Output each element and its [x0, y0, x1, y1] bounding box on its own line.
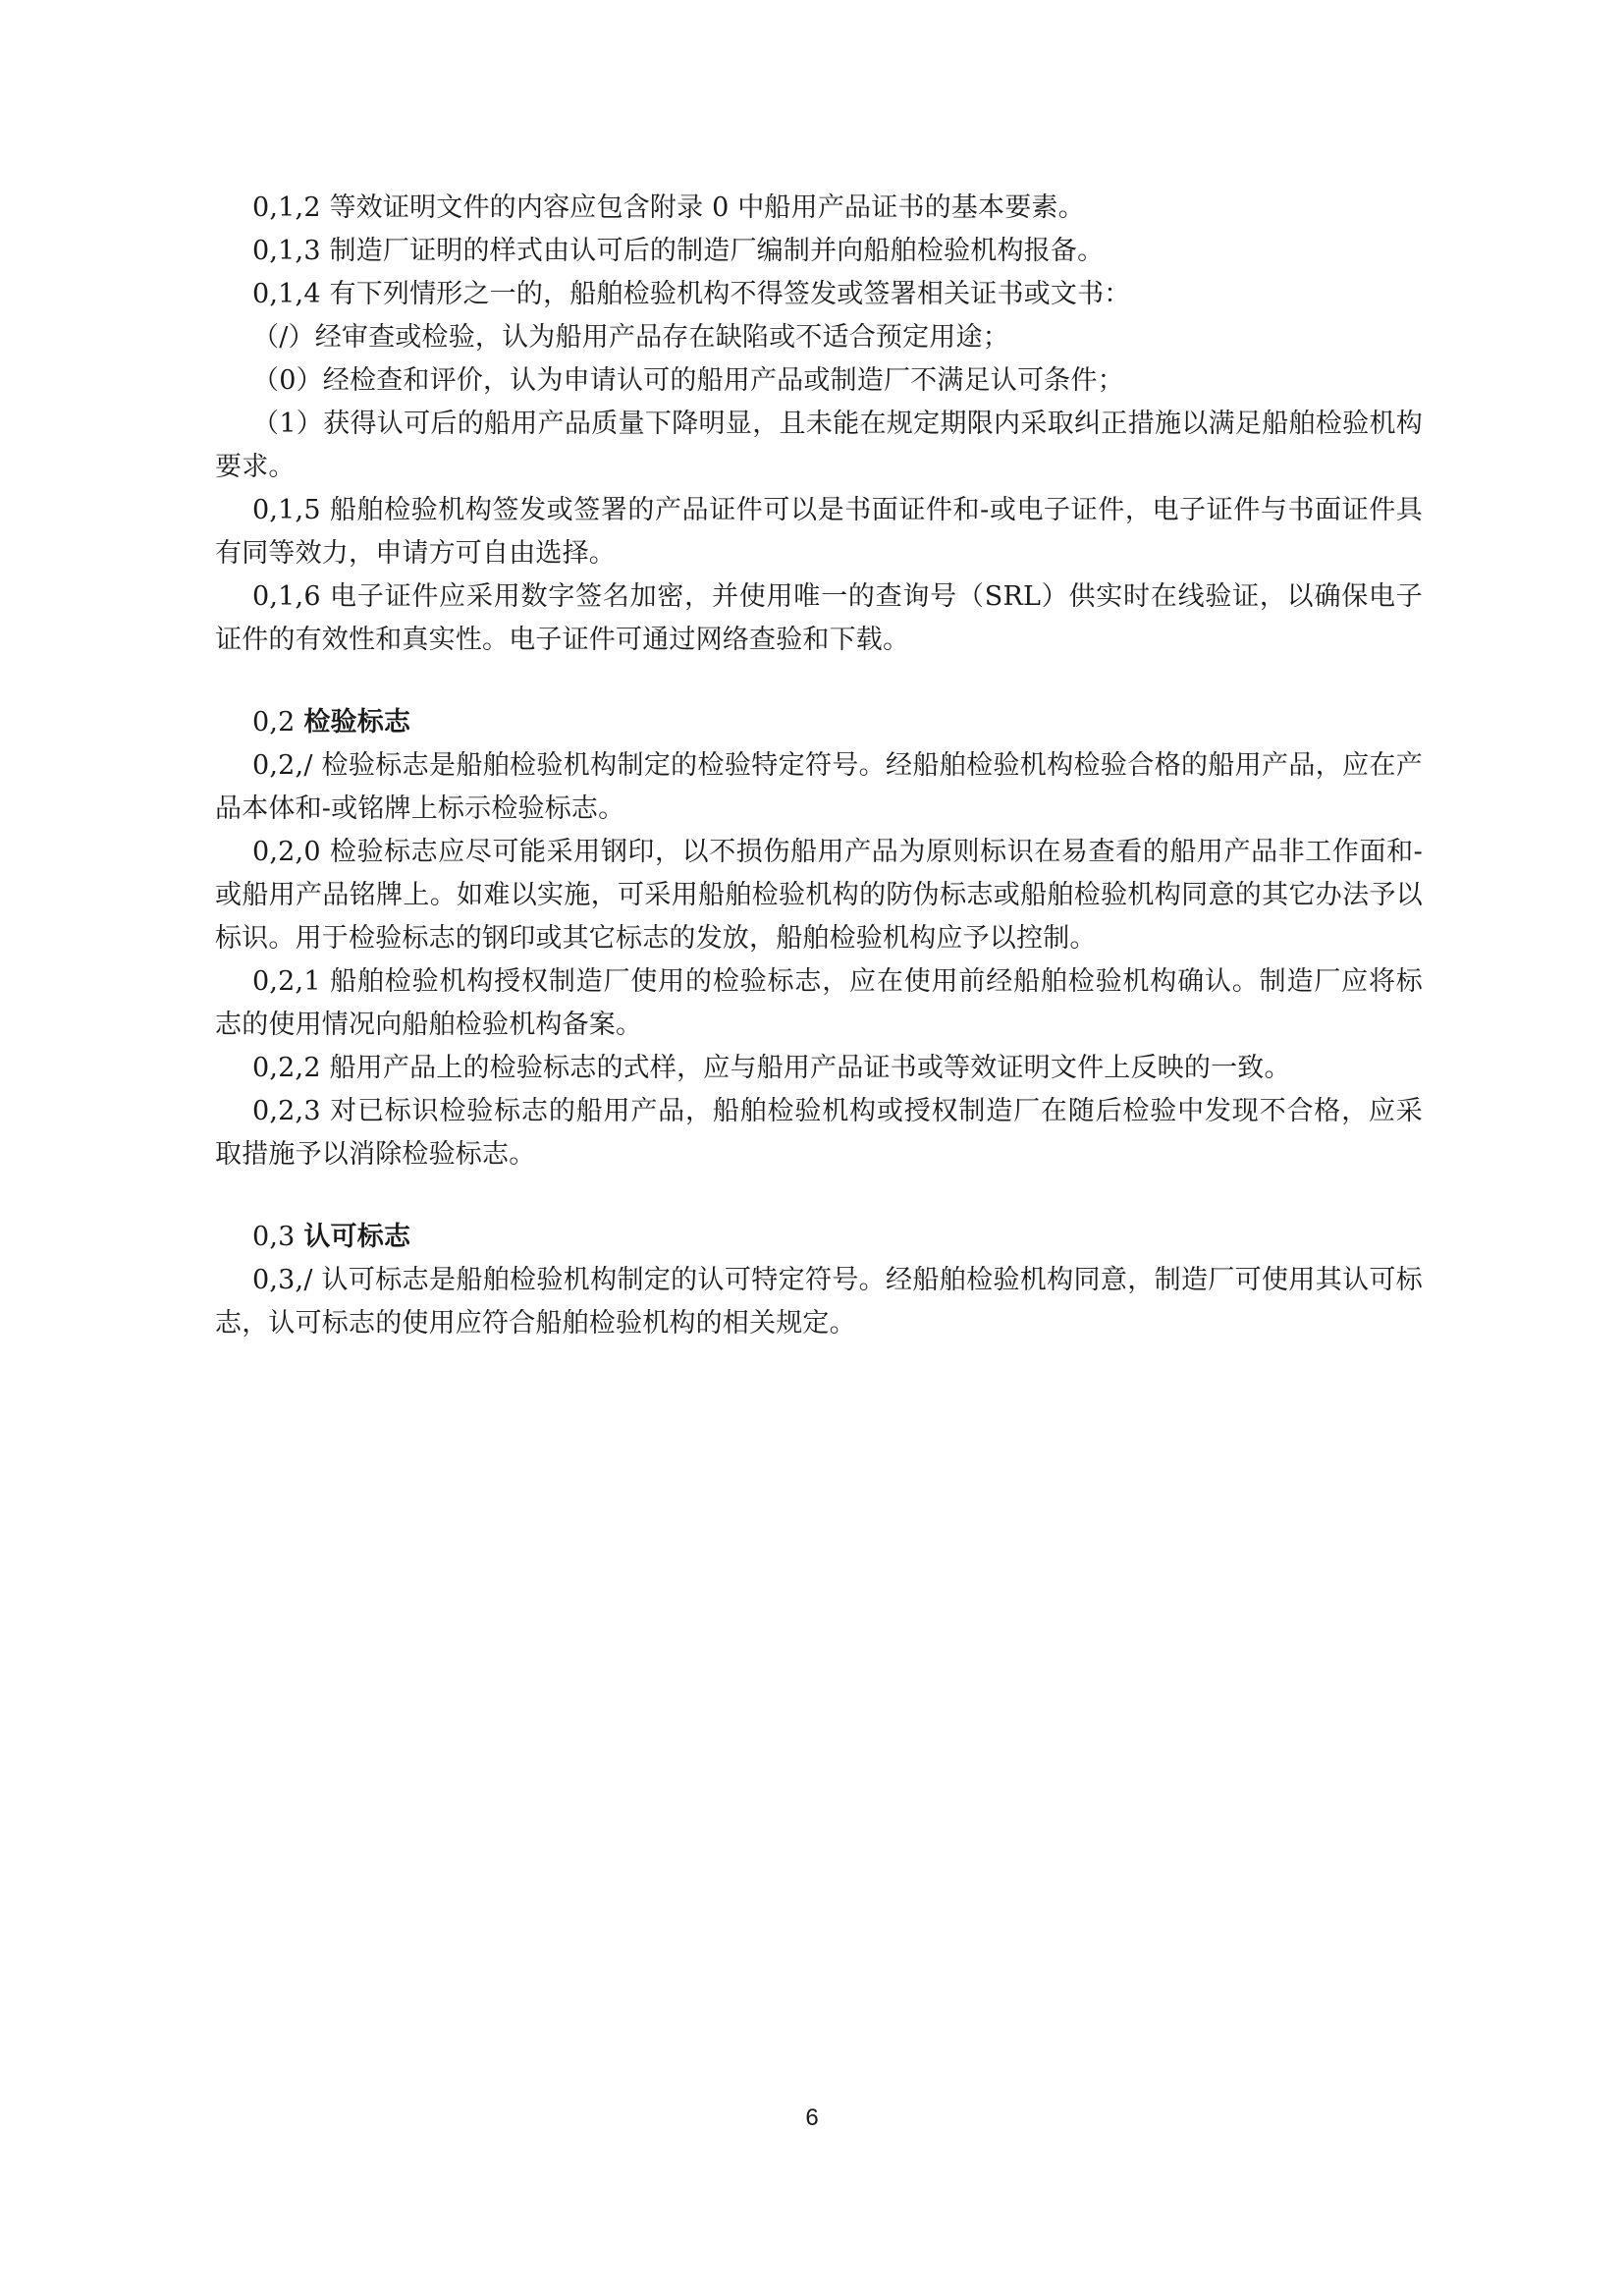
page-body	[215, 187, 1423, 1345]
clause-0-1-2: 0,1,2 等效证明文件的内容应包含附录 0 中船用产品证书的基本要素。	[252, 192, 1085, 223]
section-heading-inspection-mark	[215, 701, 1423, 744]
clause-0-3-1: 0,3,/ 认可标志是船舶检验机构制定的认可特定符号。经船舶检验机构同意，制造厂可使用其认可标志，认可标志的使用应符合船舶检验机构的相关规定。	[215, 1265, 1423, 1339]
clause-0-1-4: 0,1,4 有下列情形之一的，船舶检验机构不得签发或签署相关证书或文书：	[252, 279, 1131, 309]
clause-0-2-4: 0,2,2 船用产品上的检验标志的式样，应与船用产品证书或等效证明文件上反映的一致。	[252, 1053, 1291, 1083]
section-heading-approval-mark	[215, 1216, 1423, 1259]
clause-0-2-3: 0,2,1 船舶检验机构授权制造厂使用的检验标志，应在使用前经船舶检验机构确认。制造厂应将标志的使用情况向船舶检验机构备案。	[215, 966, 1423, 1040]
clause-0-2-5: 0,2,3 对已标识检验标志的船用产品，船舶检验机构或授权制造厂在随后检验中发现不合格，应采取措施予以消除检验标志。	[215, 1096, 1423, 1170]
section-number: 0,3	[252, 1222, 296, 1252]
section-number: 0,2	[252, 707, 296, 738]
page-number: 6	[805, 2105, 819, 2131]
clause-0-2-1: 0,2,/ 检验标志是船舶检验机构制定的检验特定符号。经船舶检验机构检验合格的船用产品，应在产品本体和-或铭牌上标示检验标志。	[215, 750, 1423, 824]
clause-0-2-2: 0,2,0 检验标志应尽可能采用钢印，以不损伤船用产品为原则标识在易查看的船用产品非工作面和-或船用产品铭牌上。如难以实施，可采用船舶检验机构的防伪标志或船舶检验机构同意的其它办法予以标识。用于检验标志的钢印或其它标志的发放，船舶检验机构应予以控制。	[215, 837, 1423, 954]
section-title: 检验标志	[303, 707, 411, 738]
clause-0-1-6: 0,1,6 电子证件应采用数字签名加密，并使用唯一的查询号（SRL）供实时在线验证，以确保电子证件的有效性和真实性。电子证件可通过网络查验和下载。	[215, 581, 1423, 655]
list-item-1: （/）经审查或检验，认为船用产品存在缺陷或不适合预定用途；	[252, 322, 1009, 353]
list-item-2: （0）经检查和评价，认为申请认可的船用产品或制造厂不满足认可条件；	[252, 365, 1124, 396]
clause-0-1-5: 0,1,5 船舶检验机构签发或签署的产品证件可以是书面证件和-或电子证件，电子证件与书面证件具有同等效力，申请方可自由选择。	[215, 495, 1423, 569]
section-title: 认可标志	[303, 1222, 411, 1252]
clause-0-1-3: 0,1,3 制造厂证明的样式由认可后的制造厂编制并向船舶检验机构报备。	[252, 236, 1105, 266]
list-item-3: （1）获得认可后的船用产品质量下降明显，且未能在规定期限内采取纠正措施以满足船舶检验机构要求。	[215, 409, 1423, 482]
